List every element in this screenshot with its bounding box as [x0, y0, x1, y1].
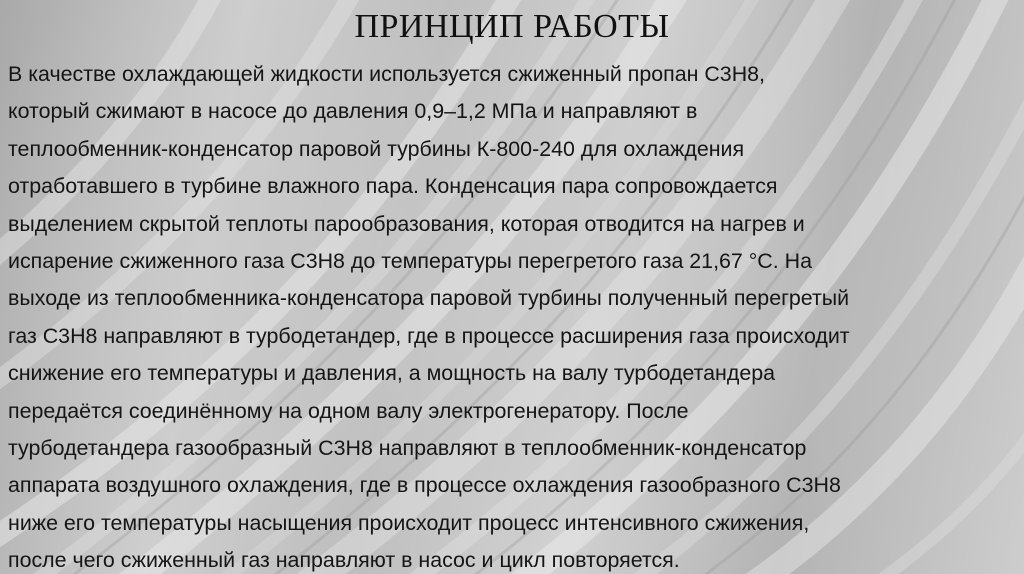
paragraph-line: испарение сжиженного газа С3Н8 до температуры перегретого газа 21,67 °С. На	[8, 249, 812, 274]
paragraph-line: теплообменник-конденсатор паровой турбины К-800-240 для охлаждения	[8, 136, 745, 161]
paragraph-line: аппарата воздушного охлаждения, где в процессе охлаждения газообразного С3Н8	[8, 473, 841, 498]
paragraph-line: ниже его температуры насыщения происходит процесс интенсивного сжижения,	[8, 510, 810, 535]
body-paragraph	[8, 56, 1016, 574]
paragraph-line: снижение его температуры и давления, а мощность на валу турбодетандера	[8, 361, 776, 386]
slide-title: ПРИНЦИП РАБОТЫ	[354, 8, 670, 45]
paragraph-line: газ С3Н8 направляют в турбодетандер, где в процессе расширения газа происходит	[8, 323, 850, 348]
paragraph-line: В качестве охлаждающей жидкости используется сжиженный пропан С3Н8,	[8, 62, 765, 86]
paragraph-line: турбодетандера газообразный С3Н8 направляют в теплообменник-конденсатор	[8, 436, 807, 461]
paragraph-line: после чего сжиженный газ направляют в насос и цикл повторяется.	[8, 548, 680, 573]
paragraph-line: который сжимают в насосе до давления 0,9–1,2 МПа и направляют в	[8, 99, 698, 124]
paragraph-line: выходе из теплообменника-конденсатора паровой турбины полученный перегретый	[8, 286, 850, 311]
paragraph-line: отработавшего в турбине влажного пара. Конденсация пара сопровождается	[8, 174, 778, 199]
paragraph-line: выделением скрытой теплоты парообразования, которая отводится на нагрев и	[8, 211, 805, 236]
paragraph-line: передаётся соединённому на одном валу электрогенератору. После	[8, 398, 689, 423]
